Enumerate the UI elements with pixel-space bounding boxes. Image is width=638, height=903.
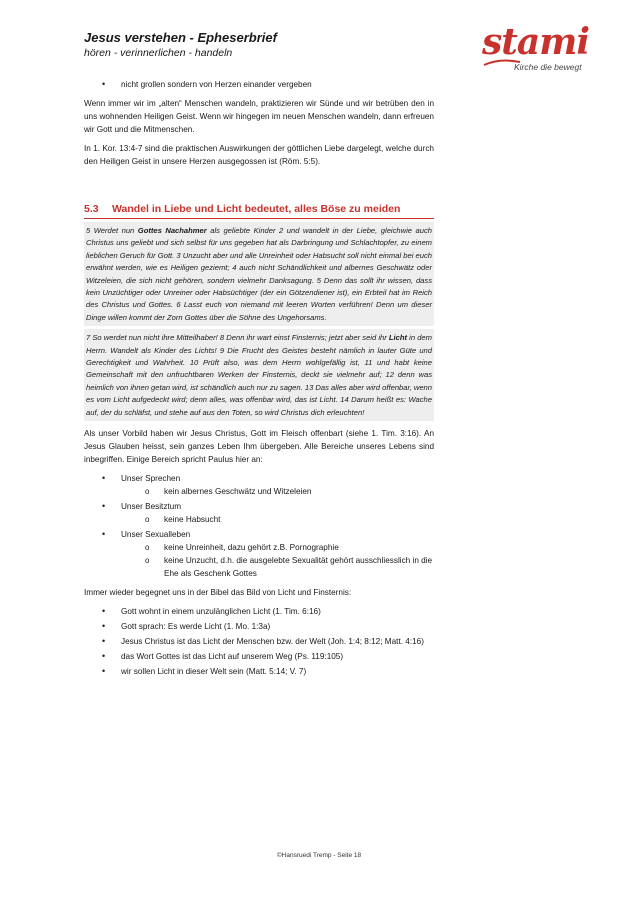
area-label: Unser Sexualleben xyxy=(121,530,191,540)
scripture-quote-1 xyxy=(84,222,434,326)
paragraph-example: Als unser Vorbild haben wir Jesus Christus, Gott im Fleisch offenbart (siehe 1. Tim. 3:16). An Jesus Glauben heisst, sein ganzes Leben Ihm übergeben. Alle Bereiche unseres Lebens sind inbegriffen. Einige Bereich spricht Paulus hier an: xyxy=(84,429,434,465)
logo-wordmark: stami xyxy=(482,21,589,63)
sub-list-item: o keine Unreinheit, dazu gehört z.B. Pornographie xyxy=(121,541,434,554)
quote2-pre: 7 So werdet nun nicht ihre Mitteilhaber! 8 Denn ihr wart einst Finsternis; jetzt aber seid ihr xyxy=(86,333,389,343)
document-title: Jesus verstehen - Epheserbrief xyxy=(84,30,277,45)
intro-list xyxy=(84,78,434,91)
sub-list-item: o keine Unzucht, d.h. die ausgelebte Sexualität gehört ausschliesslich in die Ehe als Geschenk Gottes xyxy=(121,554,434,580)
life-areas-list xyxy=(84,472,434,580)
page-content xyxy=(84,78,434,684)
section-title: Wandel in Liebe und Licht bedeutet, alles Böse zu meiden xyxy=(112,203,401,215)
sub-list-item: o kein albernes Geschwätz und Witzeleien xyxy=(121,485,434,498)
section-heading xyxy=(84,202,434,216)
quote1-pre: 5 Werdet nun xyxy=(86,226,138,235)
list-item xyxy=(84,472,434,498)
paragraph-love-effects: In 1. Kor. 13:4-7 sind die praktischen Auswirkungen der göttlichen Liebe dargelegt, welche durch den Heiligen Geist in unsere Herzen ausgegossen ist (Röm. 5:5). xyxy=(84,144,434,166)
paragraph-light-darkness: Immer wieder begegnet uns in der Bibel das Bild von Licht und Finsternis: xyxy=(84,588,352,598)
list-item: • das Wort Gottes ist das Licht auf unserem Weg (Ps. 119:105) xyxy=(84,650,434,663)
list-item xyxy=(84,500,434,526)
list-item: • Jesus Christus ist das Licht der Menschen bzw. der Welt (Joh. 1:4; 8:12; Matt. 4:16) xyxy=(84,635,434,648)
list-item: • wir sollen Licht in dieser Welt sein (Matt. 5:14; V. 7) xyxy=(84,665,434,678)
area-label: Unser Besitztum xyxy=(121,502,182,512)
section-number: 5.3 xyxy=(84,203,99,215)
quote2-post: in dem Herrn. Wandelt als Kinder des Lichts! 9 Die Frucht des Geistes besteht nämlich in lauter Güte und Gerechtigkeit und Wahrheit. 10 Prüft also, was dem Herrn wohlgefällig ist, 11 und habt keine Gemeinschaft mit den unfruchtbaren Werken der Finsternis, deckt sie vielmehr auf; 12 denn was heimlich von ihnen getan wird, ist schändlich auch nur zu sagen. 13 Das alles aber wird offenbar, wenn es vom Licht aufgedeckt wird; denn alles, was offenbar wird, das ist Licht. 14 Darum heißt es: Wache auf, der du schläfst, und stehe auf aus den Toten, so wird Christus dich erleuchten! xyxy=(86,333,432,417)
list-item xyxy=(84,528,434,580)
sub-list-item: o keine Habsucht xyxy=(121,513,434,526)
section-divider xyxy=(84,218,434,219)
logo-tagline: Kirche die bewegt xyxy=(514,62,582,72)
scripture-quote-2 xyxy=(84,329,434,421)
quote2-emphasis: Licht xyxy=(388,333,408,343)
light-references-list xyxy=(84,605,434,678)
list-item: • Gott wohnt in einem unzulänglichen Licht (1. Tim. 6:16) xyxy=(84,605,434,618)
page-footer: ©Hansruedi Tremp - Seite 18 xyxy=(276,852,362,859)
quote1-emphasis: Gottes Nachahmer xyxy=(137,226,207,235)
quote1-post: als geliebte Kinder 2 und wandelt in der Liebe, gleichwie auch Christus uns geliebt und sich selbst für uns gegeben hat als Darbringung und Schlachtopfer, zu einem lieblichen Geruch für Gott. 3 Unzucht aber und alle Unreinheit oder Habsucht soll nicht einmal bei euch erwähnt werden, wie es Heiligen geziemt; 4 auch nicht Schändlichkeit und albernes Geschwätz oder Witzeleien, die sich nicht gehören, sondern vielmehr Danksagung. 5 Denn das sollt ihr wissen, dass kein Unzüchtiger oder Unreiner oder Habsüchtiger (der ein Götzendiener ist), ein Erbteil hat im Reich des Christus und Gottes. 6 Lasst euch von niemand mit leeren Worten verführen! Denn um dieser Dinge willen kommt der Zorn Gottes über die Söhne des Ungehorsams. xyxy=(86,226,432,322)
stami-logo xyxy=(482,22,612,78)
list-item: • Gott sprach: Es werde Licht (1. Mo. 1:3a) xyxy=(84,620,434,633)
paragraph-old-new-man: Wenn immer wir im „alten“ Menschen wandeln, praktizieren wir Sünde und wir betrüben den in uns wohnenden Heiligen Geist. Wenn wir hingegen im neuen Menschen wandeln, dann erfreuen wir Gott und die Mitmenschen. xyxy=(84,99,434,134)
intro-bullet: • nicht grollen sondern von Herzen einander vergeben xyxy=(84,78,434,91)
area-label: Unser Sprechen xyxy=(121,474,181,484)
document-subtitle: hören - verinnerlichen - handeln xyxy=(84,47,233,59)
